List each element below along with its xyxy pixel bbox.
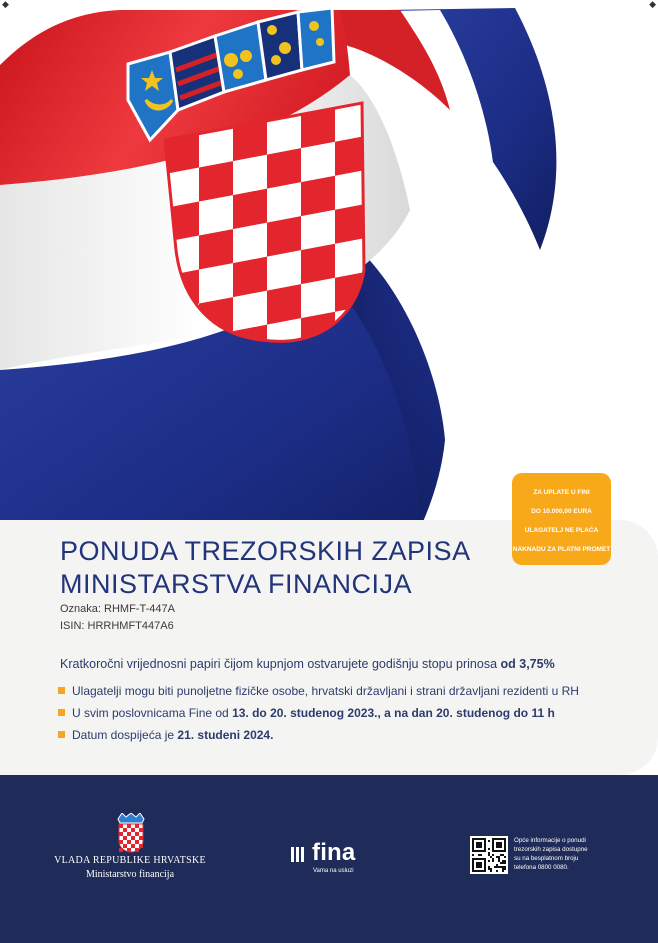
qr-info-line-3: su na besplatnom broju bbox=[514, 855, 579, 862]
bullet-square-icon bbox=[58, 687, 65, 694]
bullet-square-icon bbox=[58, 709, 65, 716]
qr-info-text bbox=[514, 836, 624, 872]
government-name: VLADA REPUBLIKE HRVATSKE bbox=[54, 855, 206, 866]
lead-text: Kratkoročni vrijednosni papiri čijom kupnjom ostvarujete godišnju stopu prinosa bbox=[60, 657, 501, 671]
lead-rate: od 3,75% bbox=[500, 657, 555, 671]
fina-tagline: Vama na usluzi bbox=[313, 868, 354, 874]
qr-code-icon bbox=[470, 836, 508, 874]
qr-info-line-1: Opće informacije o ponudi bbox=[514, 837, 586, 844]
offer-title bbox=[60, 535, 471, 601]
fina-logo-bars-icon bbox=[291, 847, 309, 862]
fina-logo-text: fina bbox=[312, 839, 356, 866]
offer-code: Oznaka: RHMF-T-447A bbox=[60, 603, 175, 615]
bullet-item-investors bbox=[58, 684, 579, 706]
qr-info-line-2: trezorskih zapisa dostupne bbox=[514, 846, 588, 853]
bullet-text: Datum dospijeća je bbox=[72, 728, 178, 742]
bullet-bold-text: 21. studeni 2024. bbox=[177, 728, 274, 742]
qr-info-line-4: telefona 0800 0080. bbox=[514, 864, 569, 871]
corner-mark-right: ◆ bbox=[649, 0, 656, 9]
bullet-square-icon bbox=[58, 731, 65, 738]
bullet-item-maturity bbox=[58, 728, 579, 750]
badge-line-1: ZA UPLATE U FINI bbox=[533, 489, 590, 496]
bullet-text: U svim poslovnicama Fine od bbox=[72, 706, 233, 720]
offer-isin: ISIN: HRRHMFT447A6 bbox=[60, 620, 174, 632]
corner-mark-left: ◆ bbox=[2, 0, 9, 9]
badge-line-4: NAKNADU ZA PLATNI PROMET bbox=[512, 546, 611, 553]
offer-title-line-2: MINISTARSTVA FINANCIJA bbox=[60, 569, 413, 599]
offer-title-line-1: PONUDA TREZORSKIH ZAPISA bbox=[60, 536, 471, 566]
ministry-name: Ministarstvo financija bbox=[85, 869, 175, 880]
offer-bullet-list bbox=[58, 684, 579, 750]
bullet-bold-text: 13. do 20. studenog 2023., a na dan 20. studenog do 11 h bbox=[232, 706, 555, 720]
fee-badge bbox=[512, 473, 611, 565]
bullet-text: Ulagatelji mogu biti punoljetne fizičke osobe, hrvatski državljani i strani državljani rezidenti u RH bbox=[72, 684, 579, 698]
badge-line-3: ULAGATELJ NE PLAĆA bbox=[524, 527, 599, 534]
government-crest-icon bbox=[116, 813, 146, 853]
bullet-item-dates bbox=[58, 706, 579, 728]
badge-line-2: DO 10.000,00 EURA bbox=[531, 508, 592, 515]
offer-lead-text bbox=[60, 657, 555, 671]
